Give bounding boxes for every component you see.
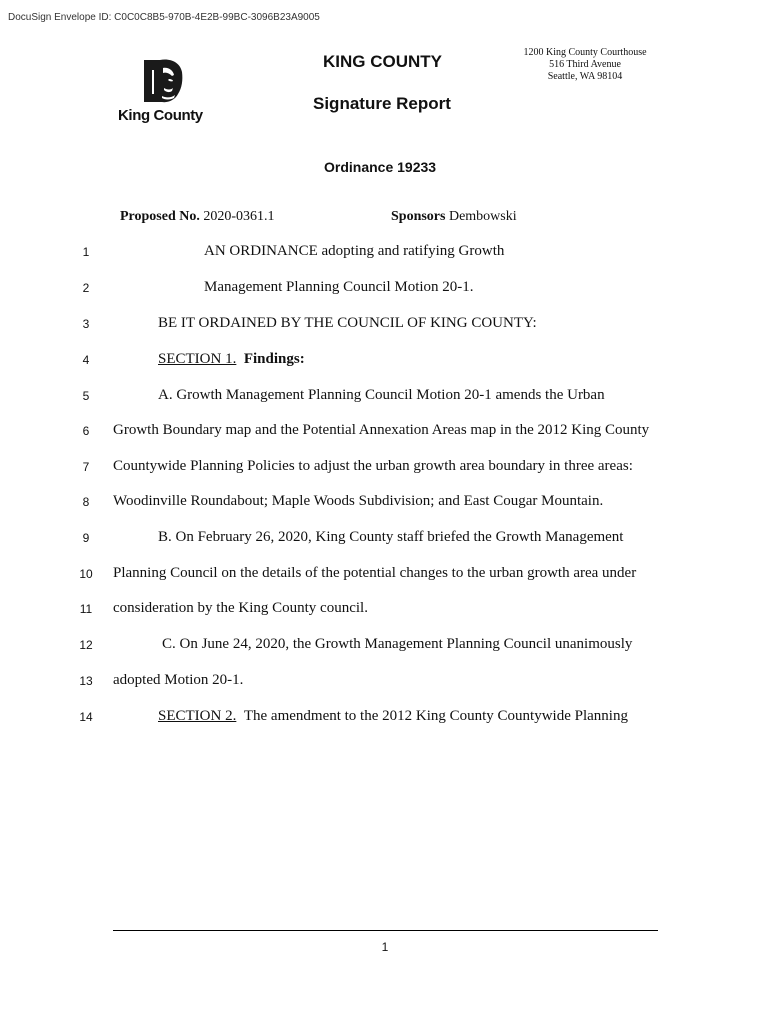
sponsors-value: Dembowski bbox=[448, 209, 517, 224]
line-number: 10 bbox=[79, 567, 93, 581]
line-text: Management Planning Council Motion 20-1. bbox=[204, 279, 474, 295]
text-line bbox=[0, 493, 770, 513]
line-text: adopted Motion 20-1. bbox=[113, 672, 244, 688]
line-number: 4 bbox=[82, 353, 90, 367]
text-line bbox=[0, 529, 770, 549]
text-line bbox=[0, 565, 770, 585]
text-line bbox=[0, 672, 770, 692]
text-line bbox=[0, 351, 770, 371]
line-text: Countywide Planning Policies to adjust the urban growth area boundary in three areas: bbox=[113, 458, 633, 474]
text-line bbox=[0, 315, 770, 335]
line-number: 11 bbox=[79, 602, 93, 616]
section-heading: SECTION 2. bbox=[158, 708, 237, 724]
line-number: 14 bbox=[79, 710, 93, 724]
line-text: consideration by the King County council. bbox=[113, 600, 368, 616]
address-line: Seattle, WA 98104 bbox=[547, 71, 623, 82]
text-line bbox=[0, 243, 770, 263]
section-heading: SECTION 1. bbox=[158, 351, 237, 367]
docusign-envelope-id: DocuSign Envelope ID: C0C0C8B5-970B-4E2B-99BC-3096B23A9005 bbox=[8, 12, 320, 23]
footer-divider bbox=[113, 930, 658, 931]
line-text bbox=[158, 708, 628, 725]
line-number: 12 bbox=[79, 638, 93, 652]
text-line bbox=[0, 279, 770, 299]
address-block bbox=[512, 47, 658, 83]
mlk-portrait-icon bbox=[142, 58, 184, 104]
text-line bbox=[0, 708, 770, 728]
line-number: 3 bbox=[82, 317, 90, 331]
text-line bbox=[0, 387, 770, 407]
line-number: 8 bbox=[82, 495, 90, 509]
proposed-number bbox=[120, 209, 275, 225]
sponsors bbox=[391, 209, 517, 225]
line-number: 1 bbox=[82, 245, 90, 259]
section-title: Findings: bbox=[243, 351, 305, 367]
line-text: C. On June 24, 2020, the Growth Management Planning Council unanimously bbox=[162, 636, 633, 652]
line-number: 7 bbox=[82, 460, 90, 474]
line-text: AN ORDINANCE adopting and ratifying Growth bbox=[204, 243, 505, 259]
king-county-logo bbox=[118, 58, 214, 128]
text-line bbox=[0, 636, 770, 656]
line-text: B. On February 26, 2020, King County staff briefed the Growth Management bbox=[158, 529, 624, 545]
line-number: 13 bbox=[79, 674, 93, 688]
address-line: 516 Third Avenue bbox=[549, 59, 621, 70]
line-text: Planning Council on the details of the potential changes to the urban growth area under bbox=[113, 565, 637, 581]
section-text: The amendment to the 2012 King County Countywide Planning bbox=[243, 708, 628, 724]
line-number: 5 bbox=[82, 389, 90, 403]
line-text bbox=[158, 351, 305, 368]
county-title: KING COUNTY bbox=[323, 52, 442, 71]
logo-wordmark: King County bbox=[118, 107, 203, 124]
report-title: Signature Report bbox=[313, 94, 451, 113]
line-number: 6 bbox=[82, 424, 90, 438]
sponsors-label: Sponsors bbox=[391, 209, 446, 224]
line-number: 2 bbox=[82, 281, 90, 295]
page-number: 1 bbox=[381, 940, 389, 954]
text-line bbox=[0, 458, 770, 478]
proposed-value: 2020-0361.1 bbox=[203, 209, 275, 224]
ordinance-number: Ordinance 19233 bbox=[324, 159, 437, 175]
address-line: 1200 King County Courthouse bbox=[523, 47, 647, 58]
text-line bbox=[0, 600, 770, 620]
proposed-label: Proposed No. bbox=[120, 209, 200, 224]
line-text: Growth Boundary map and the Potential Annexation Areas map in the 2012 King County bbox=[113, 422, 650, 438]
text-line bbox=[0, 422, 770, 442]
line-text: Woodinville Roundabout; Maple Woods Subdivision; and East Cougar Mountain. bbox=[113, 493, 604, 509]
line-text: A. Growth Management Planning Council Motion 20-1 amends the Urban bbox=[158, 387, 605, 403]
line-number: 9 bbox=[82, 531, 90, 545]
line-text: BE IT ORDAINED BY THE COUNCIL OF KING COUNTY: bbox=[158, 315, 537, 331]
